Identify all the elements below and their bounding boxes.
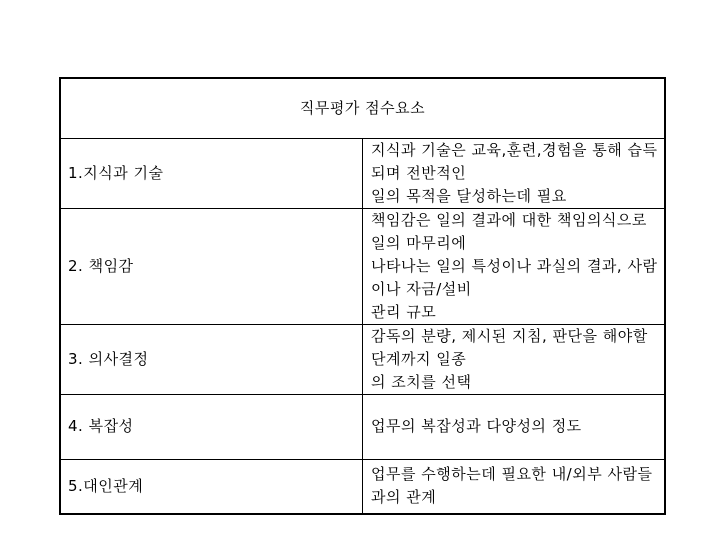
table-row-decision-making [60, 324, 665, 394]
job-evaluation-table [59, 77, 666, 515]
description-cell: 업무를 수행하는데 필요한 내/외부 사람들과의 관계 [363, 459, 666, 514]
table-row-knowledge-skill [60, 138, 665, 208]
description-cell: 감독의 분량, 제시된 지침, 판단을 해야할 단계까지 일종 의 조치를 선택 [363, 324, 666, 394]
description-cell: 지식과 기술은 교육,훈련,경험을 통해 습득되며 전반적인 일의 목적을 달성하는데 필요 [363, 138, 666, 208]
category-cell: 4. 복잡성 [60, 394, 363, 459]
table-title: 직무평가 점수요소 [60, 78, 665, 138]
description-cell: 업무의 복잡성과 다양성의 정도 [363, 394, 666, 459]
category-cell: 3. 의사결정 [60, 324, 363, 394]
category-cell: 2. 책임감 [60, 208, 363, 324]
category-cell: 5.대인관계 [60, 459, 363, 514]
table-header-row [60, 78, 665, 138]
table-row-responsibility [60, 208, 665, 324]
description-cell: 책임감은 일의 결과에 대한 책임의식으로 일의 마무리에 나타나는 일의 특성이나 과실의 결과, 사람이나 자금/설비 관리 규모 [363, 208, 666, 324]
table-row-interpersonal [60, 459, 665, 514]
category-cell: 1.지식과 기술 [60, 138, 363, 208]
table-row-complexity [60, 394, 665, 459]
